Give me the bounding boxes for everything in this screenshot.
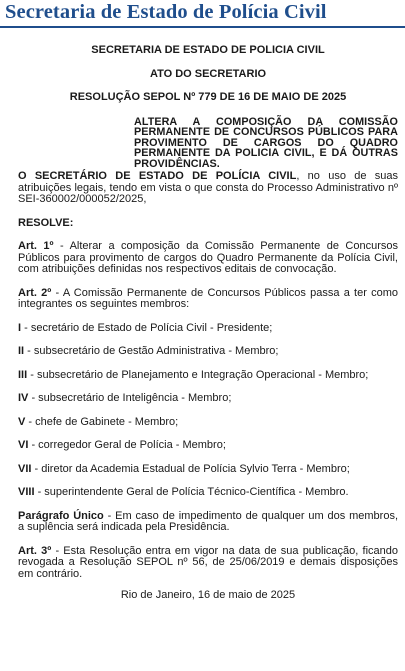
resolve-label: RESOLVE: — [18, 216, 74, 229]
heading-org: SECRETARIA DE ESTADO DE POLICIA CIVIL — [91, 44, 325, 56]
paragrafo-unico-label: Parágrafo Único — [18, 509, 104, 522]
member-item: I - secretário de Estado de Polícia Civil - Presidente; — [18, 321, 273, 334]
article-2 — [18, 288, 398, 311]
member-item: III - subsecretário de Planejamento e Integração Operacional - Membro; — [18, 368, 369, 381]
preamble — [18, 171, 398, 206]
heading-resolution: RESOLUÇÃO SEPOL Nº 779 DE 16 DE MAIO DE 2025 — [69, 91, 347, 103]
preamble-author: O SECRETÁRIO DE ESTADO DE POLÍCIA CIVIL — [18, 170, 297, 183]
resolution-document — [18, 40, 398, 602]
member-item: IV - subsecretário de Inteligência - Membro; — [18, 392, 232, 405]
member-item: VIII - superintendente Geral de Polícia Técnico-Científica - Membro. — [18, 486, 349, 499]
ementa: ALTERA A COMPOSIÇÃO DA COMISSÃO PERMANENTE DE CONCURSOS PÚBLICOS PARA PROVIMENTO DE CARGOS DO QUADRO PERMANENTE DA POLICIA CIVIL, E DÁ OUTRAS PROVIDÊNCIAS. — [134, 115, 398, 170]
masthead-rule — [0, 26, 405, 28]
article-3-text: - Esta Resolução entra em vigor na data de sua publicação, ficando revogada a Resolução SEPOL nº 56, de 25/06/2019 e demais disposições em contrário. — [18, 544, 398, 580]
article-1 — [18, 241, 398, 276]
masthead-title: Secretaria de Estado de Polícia Civil — [5, 1, 327, 23]
member-item: VI - corregedor Geral de Polícia - Membro; — [18, 439, 226, 452]
article-1-label: Art. 1º — [18, 240, 54, 253]
article-1-text: - Alterar a composição da Comissão Permanente de Concursos Públicos para provimento de cargos do Quadro Permanente da Polícia Civil, com atribuições definidas nos respectivos editais de convocação. — [18, 240, 398, 276]
member-item: VII - diretor da Academia Estadual de Polícia Sylvio Terra - Membro; — [18, 462, 350, 475]
paragrafo-unico-text: - Em caso de impedimento de qualquer um dos membros, a suplência será indicada pela Presidência. — [18, 509, 398, 534]
article-3 — [18, 546, 398, 581]
heading-act: ATO DO SECRETARIO — [149, 67, 267, 80]
article-2-text: - A Comissão Permanente de Concursos Públicos passa a ter como integrantes os seguintes membros: — [18, 286, 398, 311]
member-item: II - subsecretário de Gestão Administrativa - Membro; — [18, 345, 279, 358]
place-date: Rio de Janeiro, 16 de maio de 2025 — [120, 589, 296, 602]
article-3-label: Art. 3º — [18, 544, 52, 557]
article-2-label: Art. 2º — [18, 286, 52, 299]
paragrafo-unico — [18, 511, 398, 534]
masthead — [0, 0, 405, 30]
member-item: V - chefe de Gabinete - Membro; — [18, 415, 179, 428]
preamble-text: , no uso de suas atribuições legais, tendo em vista o que consta do Processo Administrativo nº SEI-360002/000052/2025, — [18, 170, 398, 206]
